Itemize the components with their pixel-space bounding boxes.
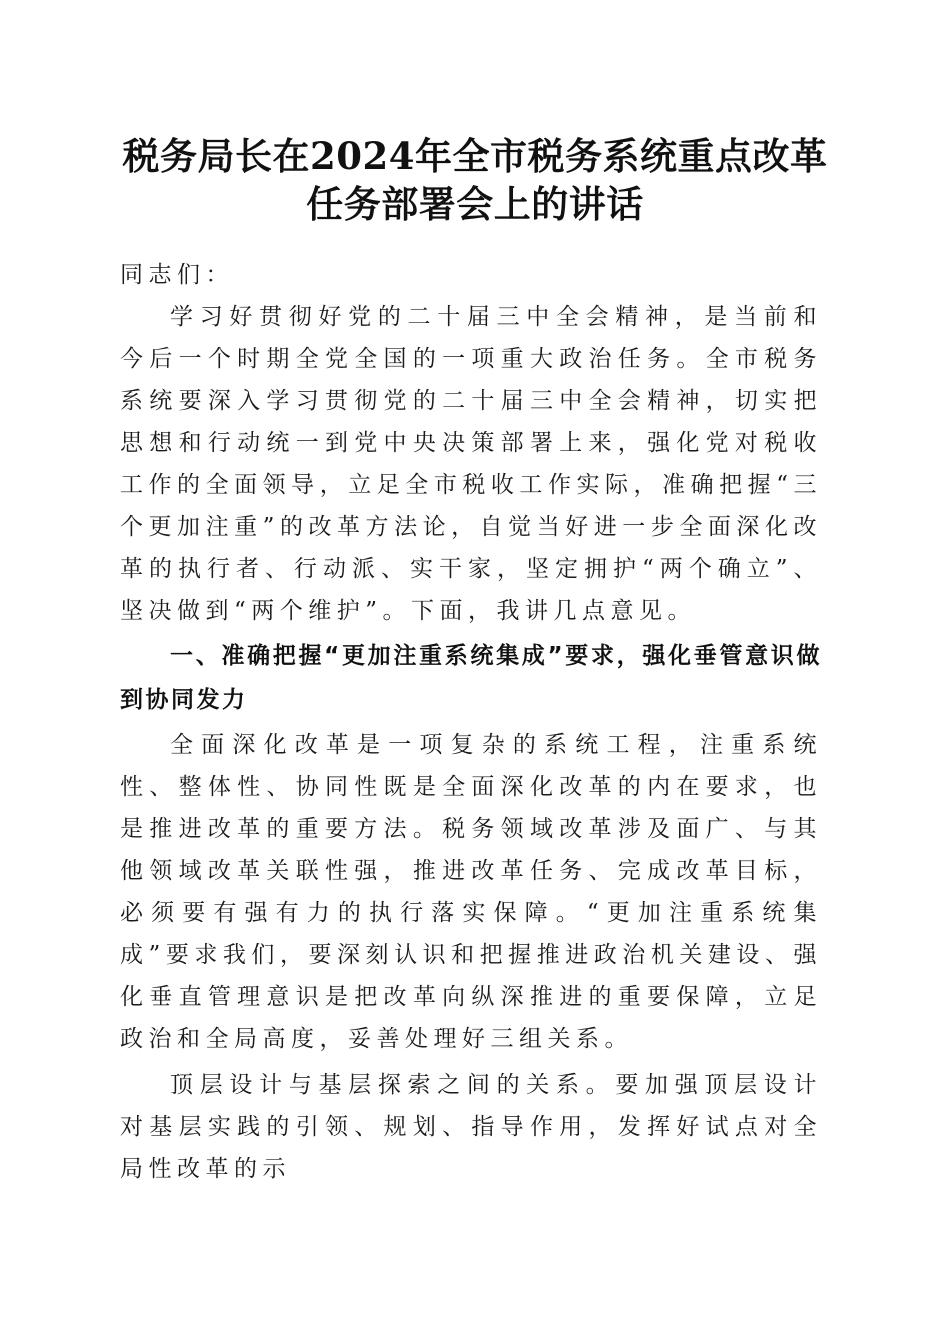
section-1-paragraph-1: 全面深化改革是一项复杂的系统工程，注重系统性、整体性、协同性既是全面深化改革的内在要求，也是推进改革的重要方法。税务领域改革涉及面广、与其他领域改革关联性强，推进改革任务、完成改革目标，必须要有强有力的执行落实保障。“更加注重系统集成”要求我们，要深刻认识和把握推进政治机关建设、强化垂直管理意识是把改革向纵深推进的重要保障，立足政治和全局高度，妥善处理好三组关系。: [120, 732, 822, 1052]
intro-paragraph: 学习好贯彻好党的二十届三中全会精神，是当前和今后一个时期全党全国的一项重大政治任务。全市税务系统要深入学习贯彻党的二十届三中全会精神，切实把思想和行动统一到党中央决策部署上来，强化党对税收工作的全面领导，立足全市税收工作实际，准确把握“三个更加注重”的改革方法论，自觉当好进一步全面深化改革的执行者、行动派、实干家，坚定拥护“两个确立”、坚决做到“两个维护”。下面，我讲几点意见。: [120, 304, 822, 624]
section-1-heading: 一、准确把握“更加注重系统集成”要求，强化垂管意识做到协同发力: [120, 643, 822, 713]
document-body: [120, 254, 822, 1190]
salutation: 同志们：: [120, 262, 234, 288]
section-1-paragraph-2: 顶层设计与基层探索之间的关系。要加强顶层设计对基层实践的引领、规划、指导作用，发挥好试点对全局性改革的示: [120, 1072, 822, 1182]
document-title: 税务局长在2024年全市税务系统重点改革任务部署会上的讲话: [122, 134, 828, 226]
